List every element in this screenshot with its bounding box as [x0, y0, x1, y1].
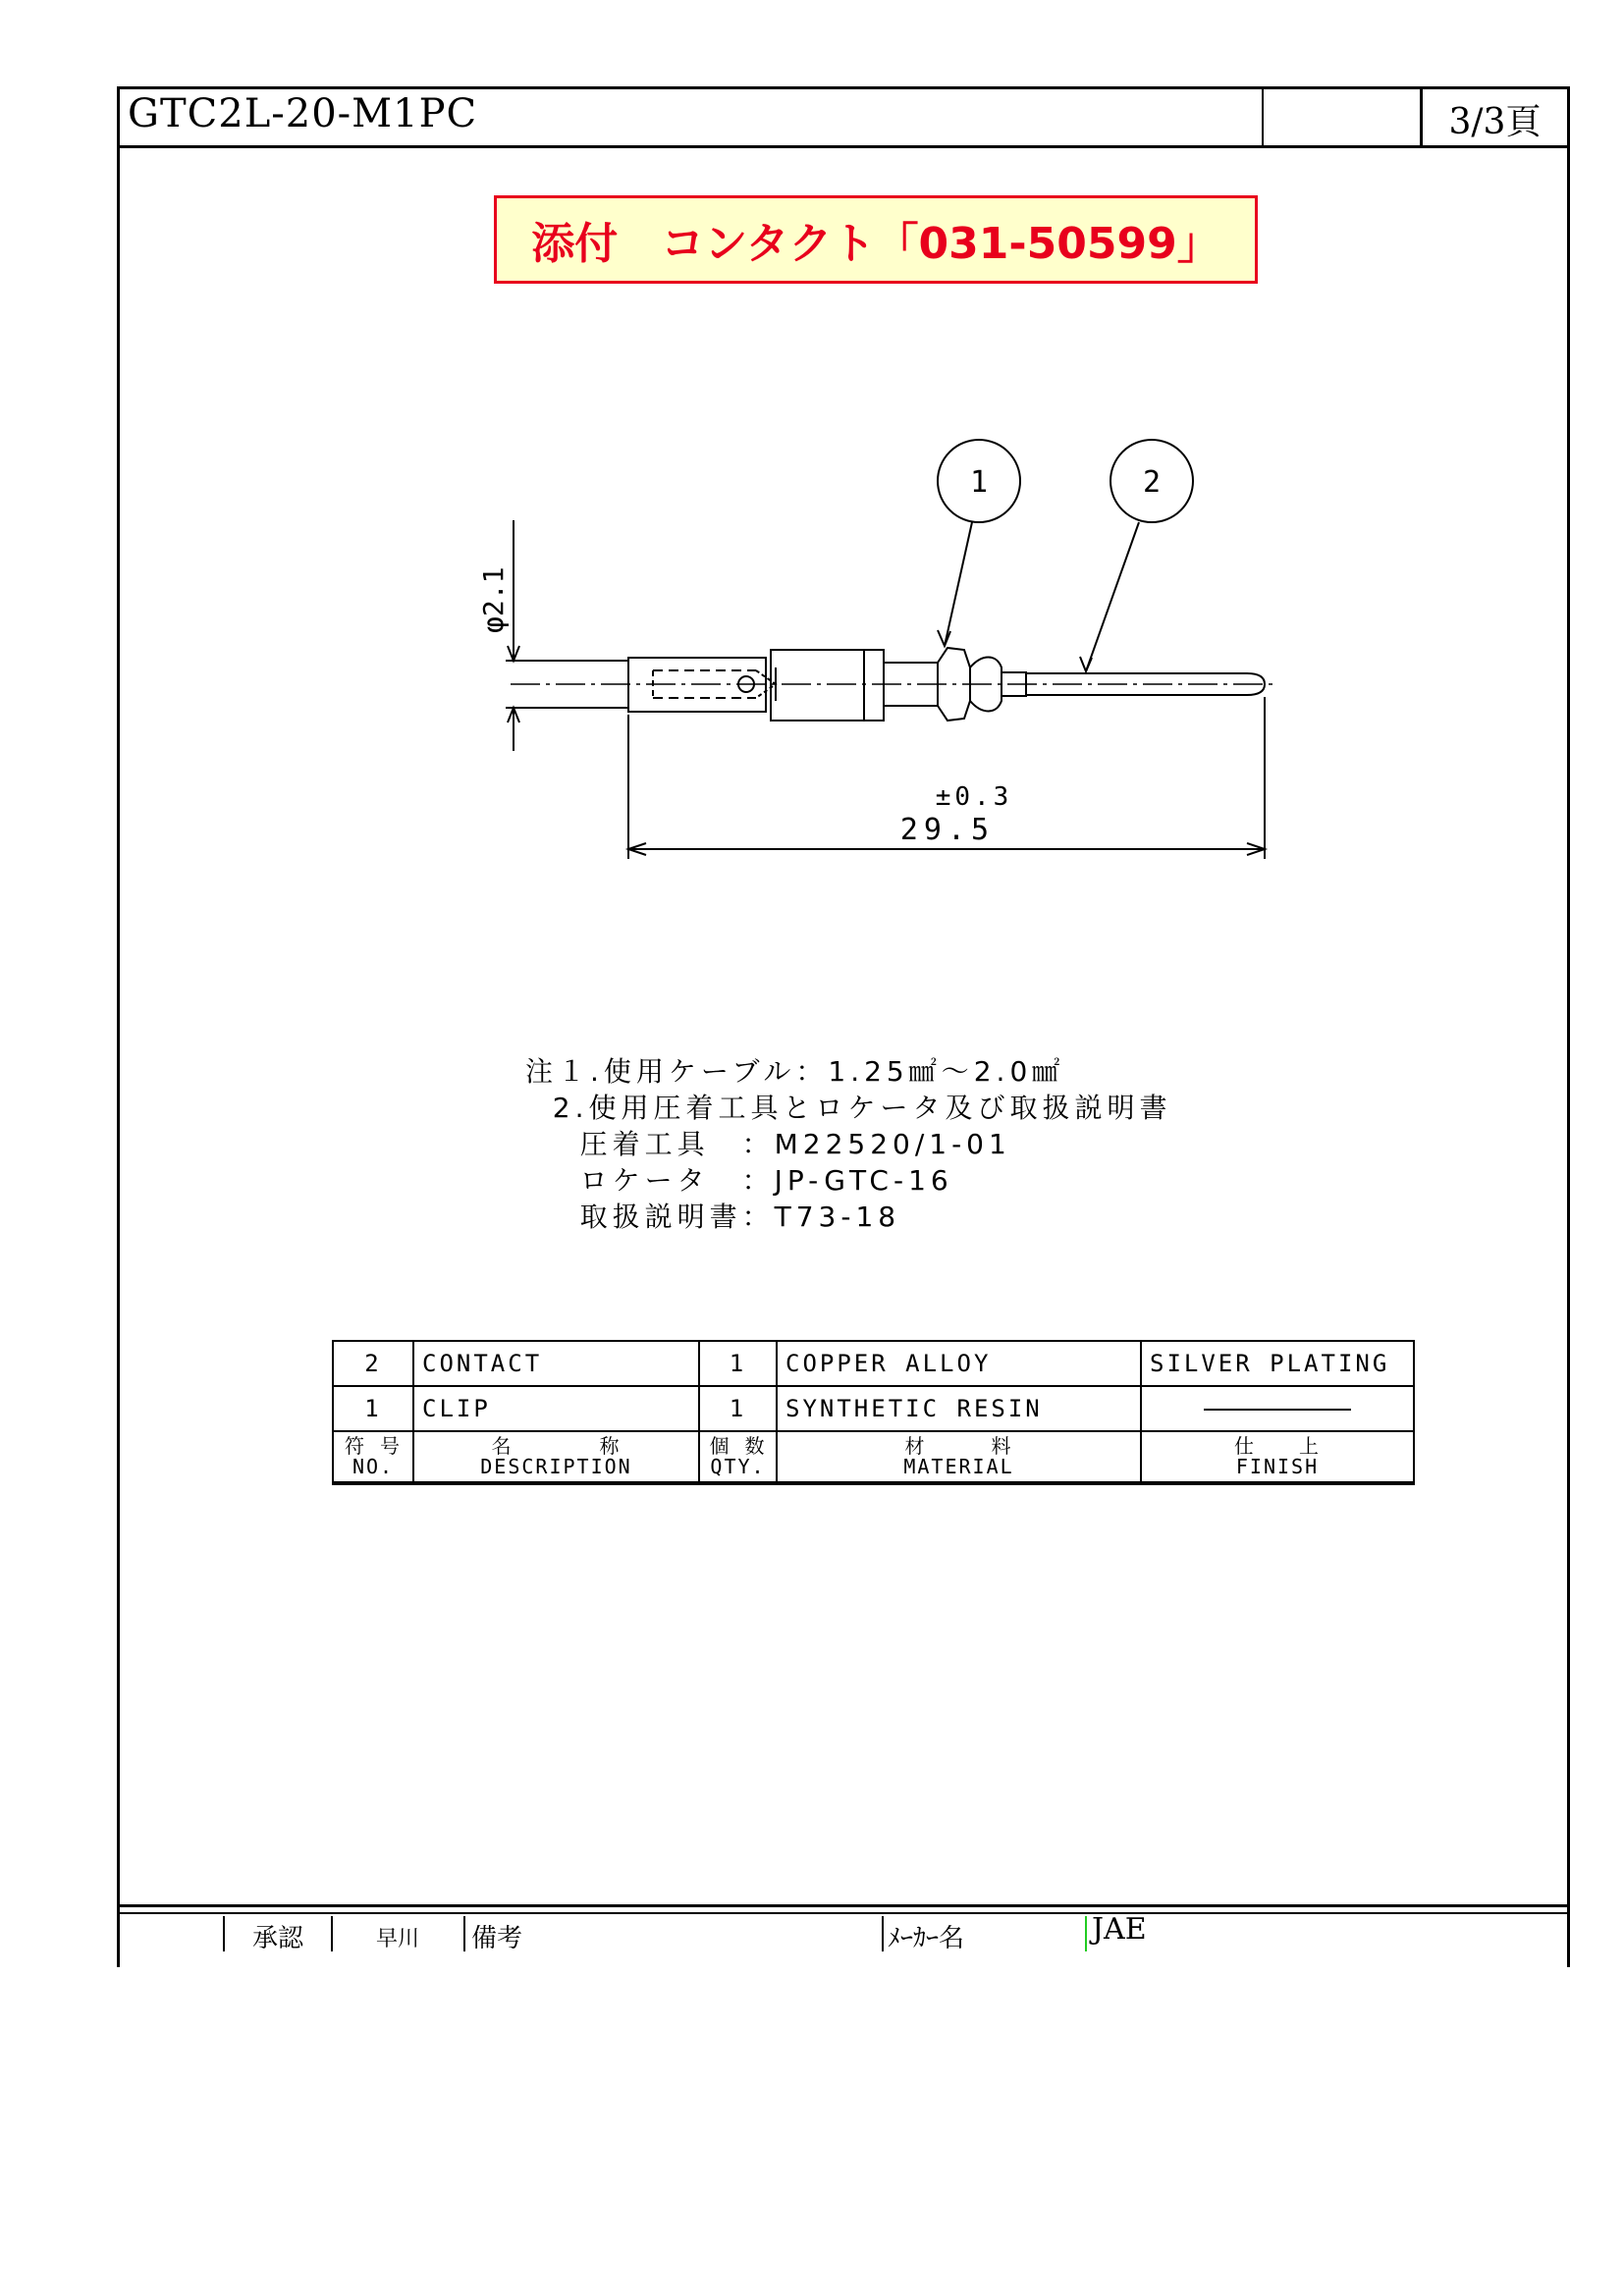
header-desc-en: DESCRIPTION — [480, 1455, 632, 1478]
page-number: 3/3頁 — [1448, 102, 1542, 142]
blank-dash — [1204, 1409, 1351, 1411]
part-finish-blank — [1141, 1386, 1414, 1431]
diameter-label: φ2.1 — [477, 566, 510, 633]
footer-separator — [463, 1916, 465, 1951]
remarks-label: 備考 — [471, 1924, 523, 1953]
footer-divider — [117, 1904, 1570, 1907]
length-label: 29.5 — [899, 813, 996, 847]
header-mat-en: MATERIAL — [903, 1455, 1014, 1478]
header-mat-jp: 材 料 — [904, 1434, 1013, 1458]
header-no-en: NO. — [352, 1455, 395, 1478]
notes-block — [525, 1053, 1172, 1235]
tolerance-label: ±0.3 — [935, 782, 1013, 812]
approver-name: 早川 — [376, 1927, 420, 1951]
header-finish — [1141, 1431, 1414, 1483]
header-desc-jp: 名 称 — [491, 1434, 622, 1458]
header-separator — [1262, 86, 1264, 145]
header-fin-jp: 仕 上 — [1234, 1434, 1321, 1458]
document-code: GTC2L-20-M1PC — [128, 91, 478, 136]
maker-label: ﾒｰｶｰ名 — [888, 1924, 965, 1953]
footer-separator — [1085, 1916, 1087, 1951]
footer-separator — [223, 1916, 225, 1951]
header-fin-en: FINISH — [1235, 1455, 1320, 1478]
part-material: COPPER ALLOY — [777, 1341, 1141, 1386]
header-divider — [117, 145, 1570, 148]
drawing-frame — [117, 86, 1570, 1967]
header-no-jp: 符 号 — [344, 1434, 403, 1458]
footer-separator — [117, 1916, 119, 1951]
part-description: CLIP — [413, 1386, 699, 1431]
parts-list-table — [332, 1340, 1415, 1485]
footer-divider — [117, 1912, 1570, 1914]
contact-drawing — [432, 422, 1296, 883]
table-row — [333, 1386, 1414, 1431]
note-line: 取扱説明書：T73-18 — [525, 1201, 901, 1233]
maker-name: JAE — [1092, 1912, 1147, 1947]
header-qty-jp: 個 数 — [709, 1434, 767, 1458]
part-material: SYNTHETIC RESIN — [777, 1386, 1141, 1431]
attachment-banner: 添付 コンタクト「031-50599」 — [494, 195, 1258, 284]
part-description: CONTACT — [413, 1341, 699, 1386]
footer-separator — [331, 1916, 333, 1951]
header-no — [333, 1431, 413, 1483]
part-finish: SILVER PLATING — [1141, 1341, 1414, 1386]
header-qty-en: QTY. — [710, 1455, 766, 1478]
part-qty: 1 — [699, 1341, 777, 1386]
part-no: 2 — [333, 1341, 413, 1386]
footer-separator — [882, 1916, 884, 1951]
approval-label: 承認 — [252, 1924, 304, 1953]
callout-1-label: 1 — [969, 465, 989, 500]
header-description — [413, 1431, 699, 1483]
table-row — [333, 1341, 1414, 1386]
part-qty: 1 — [699, 1386, 777, 1431]
note-line: 注１.使用ケーブル：1.25㎟～2.0㎟ — [525, 1055, 1065, 1088]
header-qty — [699, 1431, 777, 1483]
callout-2-label: 2 — [1142, 465, 1162, 500]
footer-separator — [1567, 1916, 1569, 1951]
table-header-row — [333, 1431, 1414, 1483]
note-line: 圧着工具 ：M22520/1-01 — [525, 1128, 1011, 1160]
part-no: 1 — [333, 1386, 413, 1431]
header-material — [777, 1431, 1141, 1483]
note-line: 2.使用圧着工具とロケータ及び取扱説明書 — [525, 1092, 1172, 1124]
note-line: ロケータ ：JP-GTC-16 — [525, 1164, 953, 1197]
